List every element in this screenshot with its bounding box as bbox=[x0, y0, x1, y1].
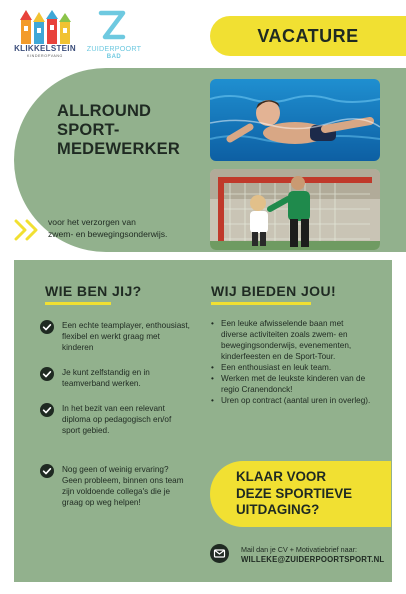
contact-email-link[interactable]: WILLEKE@ZUIDERPOORTSPORT.NL bbox=[241, 555, 385, 564]
job-title-line-1: ALLROUND bbox=[57, 102, 152, 120]
wie-ben-jij-heading: WIE BEN JIJ? bbox=[45, 283, 142, 299]
mail-icon bbox=[210, 544, 229, 563]
check-circle-icon bbox=[40, 367, 54, 381]
job-title-line-2: SPORT- bbox=[57, 121, 120, 139]
vacature-badge bbox=[210, 16, 406, 56]
cta-line-2: DEZE SPORTIEVE bbox=[236, 485, 353, 501]
job-title bbox=[57, 102, 217, 159]
cta-text bbox=[236, 469, 386, 519]
vacature-label: VACATURE bbox=[257, 25, 359, 46]
offer-list bbox=[211, 318, 371, 406]
check-circle-icon bbox=[40, 320, 54, 334]
check-circle-icon bbox=[40, 403, 54, 417]
cta-line-1: KLAAR VOOR bbox=[236, 469, 327, 484]
wie-ben-jij-underline bbox=[45, 302, 111, 305]
list-item-text: Nog geen of weinig ervaring? Geen probleem, binnen ons team zijn voldoende collega's die je graag op weg helpen! bbox=[62, 465, 184, 507]
job-title-line-3: MEDEWERKER bbox=[57, 140, 181, 158]
klikkelstein-logo bbox=[14, 10, 76, 60]
list-item-text: In het bezit van een relevant diploma op pedagogisch en/of sport gebied. bbox=[62, 404, 172, 435]
sports-hall-photo bbox=[210, 169, 380, 250]
zuiderpoort-logo bbox=[84, 10, 144, 62]
swimming-photo bbox=[210, 79, 380, 161]
wij-bieden-jou-heading: WIJ BIEDEN JOU! bbox=[211, 283, 337, 299]
offer-item: • Uren op contract (aantal uren in overleg). bbox=[211, 395, 371, 406]
castle-towers-icon bbox=[18, 10, 74, 44]
check-circle-icon bbox=[40, 464, 54, 478]
list-item-text: Een echte teamplayer, enthousiast, flexibel en werkt graag met kinderen bbox=[62, 321, 190, 352]
wij-bieden-jou-underline bbox=[211, 302, 311, 305]
intro-line-1: voor het verzorgen van bbox=[48, 217, 136, 227]
cta-line-3: UITDAGING? bbox=[236, 502, 320, 517]
intro-text bbox=[48, 216, 208, 240]
intro-line-2: zwem- en bewegingsonderwijs. bbox=[48, 229, 168, 239]
offer-item: • Een enthousiast en leuk team. bbox=[211, 362, 371, 373]
offer-item: • Werken met de leukste kinderen van de regio Cranendonck! bbox=[211, 373, 371, 395]
zuiderpoort-subtitle: BAD bbox=[106, 54, 122, 60]
zuiderpoort-name: ZUIDERPOORT bbox=[86, 44, 142, 53]
klikkelstein-subtitle: KINDEROPVANG bbox=[27, 54, 63, 58]
double-chevron-right-icon bbox=[14, 219, 42, 241]
offer-item: • Een leuke afwisselende baan met diverse activiteiten zoals zwem- en bewegingsonderwijs, evenementen, kinderfeesten en de Sport-Tour. bbox=[211, 318, 371, 362]
list-item-text: Je kunt zelfstandig en in teamverband werken. bbox=[62, 368, 150, 388]
zuiderpoort-z-icon bbox=[98, 10, 126, 42]
contact-instruction: Mail dan je CV + Motivatiebrief naar: bbox=[241, 545, 358, 554]
klikkelstein-name: KLIKKELSTEIN bbox=[14, 44, 76, 53]
